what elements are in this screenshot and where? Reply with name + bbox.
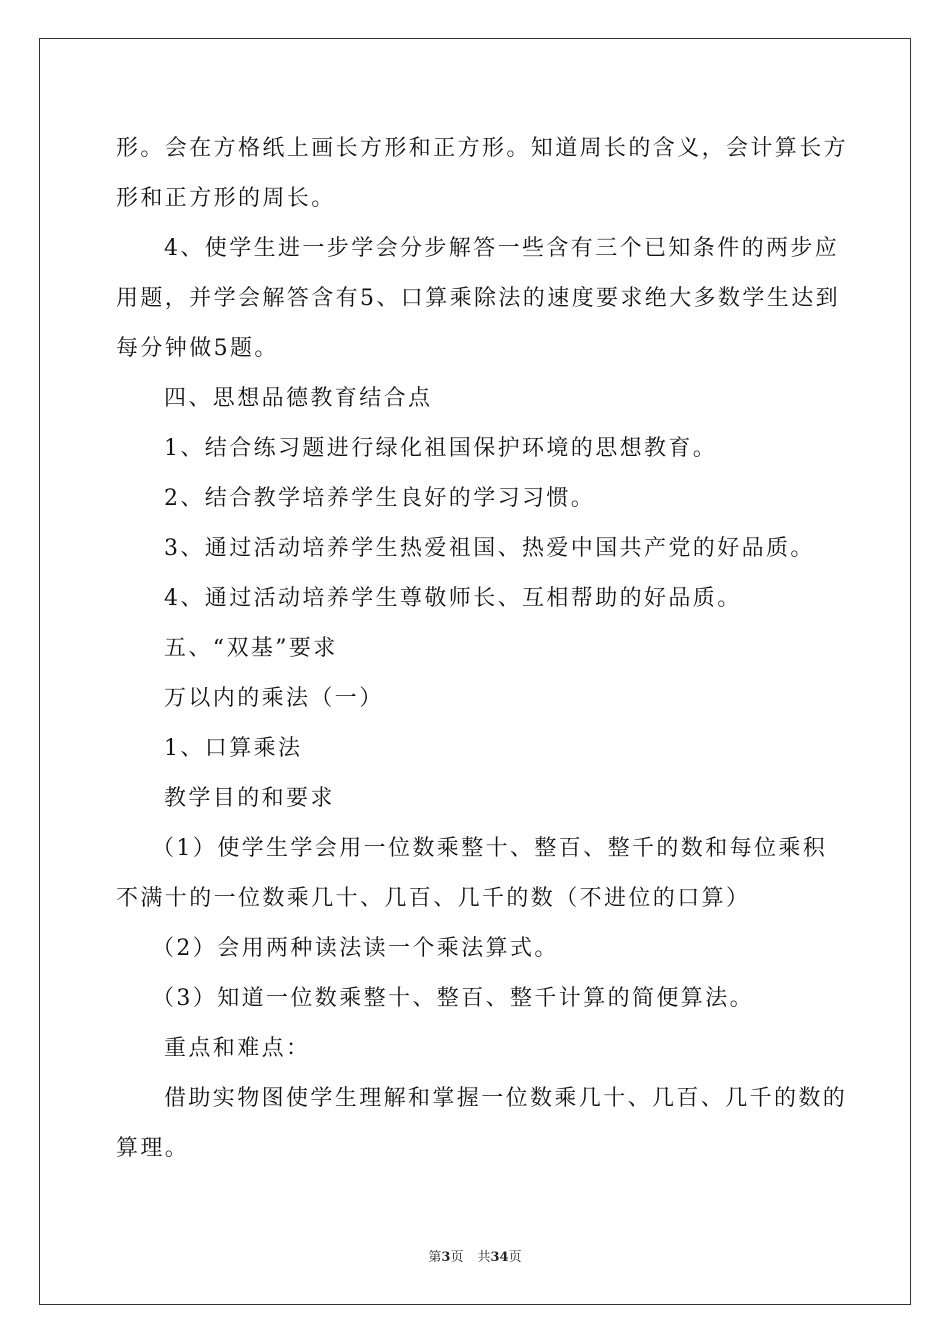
page-suffix: 页 xyxy=(450,1250,464,1265)
text-line: 每分钟做5题。 xyxy=(116,336,279,361)
section-heading: 五、“双基”要求 xyxy=(164,636,338,661)
page-prefix: 第 xyxy=(428,1250,442,1265)
list-item: （3）知道一位数乘整十、整百、整千计算的简便算法。 xyxy=(152,986,754,1011)
total-suffix: 页 xyxy=(508,1250,522,1265)
total-prefix: 共 xyxy=(477,1250,491,1265)
text-line: 形和正方形的周长。 xyxy=(116,186,336,211)
text-line: 借助实物图使学生理解和掌握一位数乘几十、几百、几千的数的 xyxy=(164,1086,848,1111)
subsection-heading: 重点和难点： xyxy=(164,1036,311,1061)
subsection-heading: 万以内的乘法（一） xyxy=(164,686,384,711)
subsection-heading: 1、口算乘法 xyxy=(164,736,303,761)
text-line: 不满十的一位数乘几十、几百、几千的数（不进位的口算） xyxy=(116,886,751,911)
text-line: 用题，并学会解答含有5、口算乘除法的速度要求绝大多数学生达到 xyxy=(116,286,840,311)
list-item: 1、结合练习题进行绿化祖国保护环境的思想教育。 xyxy=(164,436,718,461)
list-item: （2）会用两种读法读一个乘法算式。 xyxy=(152,936,559,961)
list-item: 4、通过活动培养学生尊敬师长、互相帮助的好品质。 xyxy=(164,586,742,611)
section-heading: 四、思想品德教育结合点 xyxy=(164,386,433,411)
document-body xyxy=(116,124,849,1174)
subsection-heading: 教学目的和要求 xyxy=(164,786,335,811)
text-line: 算理。 xyxy=(116,1136,190,1161)
text-line: 4、使学生进一步学会分步解答一些含有三个已知条件的两步应 xyxy=(164,236,840,261)
page-footer xyxy=(0,1246,950,1265)
total-pages: 34 xyxy=(490,1250,509,1265)
list-item: 2、结合教学培养学生良好的学习习惯。 xyxy=(164,486,596,511)
page-number: 3 xyxy=(441,1250,451,1265)
list-item: （1）使学生学会用一位数乘整十、整百、整千的数和每位乘积 xyxy=(152,836,828,861)
text-line: 形。会在方格纸上画长方形和正方形。知道周长的含义，会计算长方 xyxy=(116,136,849,161)
list-item: 3、通过活动培养学生热爱祖国、热爱中国共产党的好品质。 xyxy=(164,536,815,561)
